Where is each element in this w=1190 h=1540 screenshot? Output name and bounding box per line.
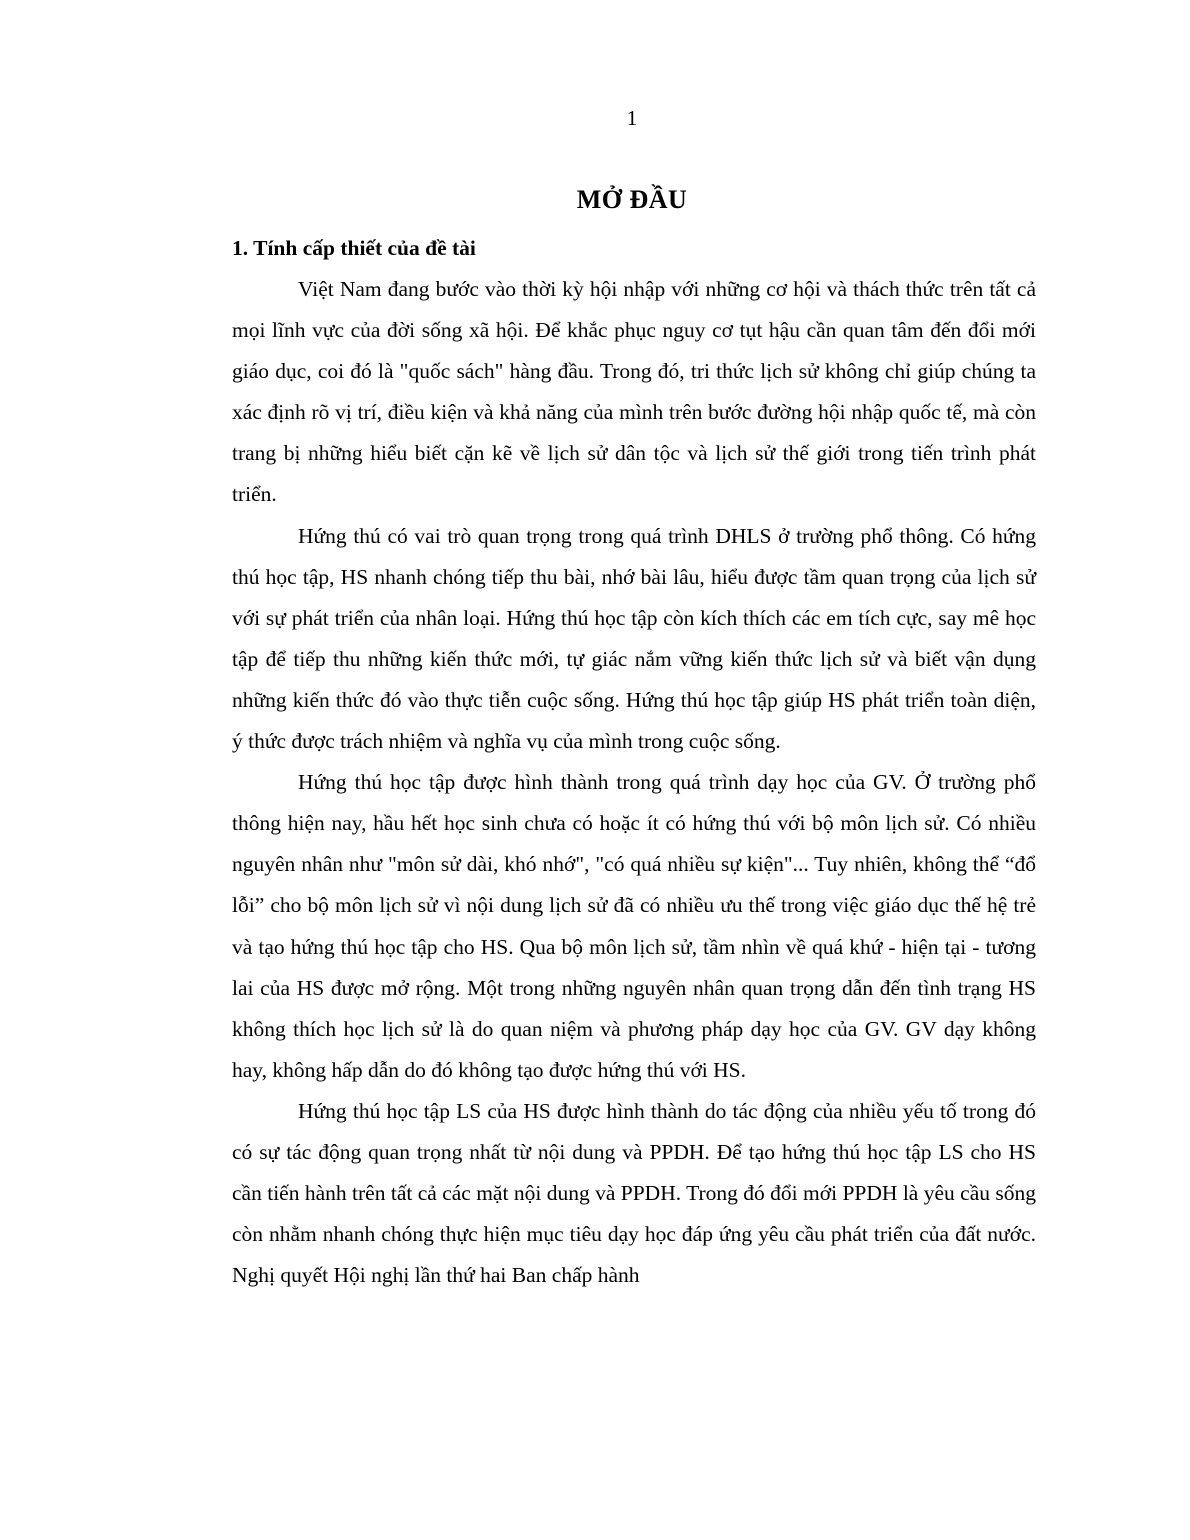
document-body (232, 228, 1036, 1296)
paragraph-1: Việt Nam đang bước vào thời kỳ hội nhập với những cơ hội và thách thức trên tất cả mọi lĩnh vực của đời sống xã hội. Để khắc phục nguy cơ tụt hậu cần quan tâm đến đổi mới giáo dục, coi đó là "quốc sách" hàng đầu. Trong đó, tri thức lịch sử không chỉ giúp chúng ta xác định rõ vị trí, điều kiện và khả năng của mình trên bước đường hội nhập quốc tế, mà còn trang bị những hiểu biết cặn kẽ về lịch sử dân tộc và lịch sử thế giới trong tiến trình phát triển. (232, 277, 1036, 507)
page-title: MỞ ĐẦU (576, 185, 688, 214)
page-number: 1 (626, 106, 638, 130)
paragraph-4: Hứng thú học tập LS của HS được hình thành do tác động của nhiều yếu tố trong đó có sự tác động quan trọng nhất từ nội dung và PPDH. Để tạo hứng thú học tập LS cho HS cần tiến hành trên tất cả các mặt nội dung và PPDH. Trong đó đổi mới PPDH là yêu cầu sống còn nhằm nhanh chóng thực hiện mục tiêu dạy học đáp ứng yêu cầu phát triển của đất nước. Nghị quyết Hội nghị lần thứ hai Ban chấp hành (232, 1098, 1036, 1288)
paragraph-3: Hứng thú học tập được hình thành trong quá trình dạy học của GV. Ở trường phổ thông hiện nay, hầu hết học sinh chưa có hoặc ít có hứng thú với bộ môn lịch sử. Có nhiều nguyên nhân như "môn sử dài, khó nhớ", "có quá nhiều sự kiện"... Tuy nhiên, không thể “đổ lỗi” cho bộ môn lịch sử vì nội dung lịch sử đã có nhiều ưu thế trong việc giáo dục thế hệ trẻ và tạo hứng thú học tập cho HS. Qua bộ môn lịch sử, tầm nhìn về quá khứ - hiện tại - tương lai của HS được mở rộng. Một trong những nguyên nhân quan trọng dẫn đến tình trạng HS không thích học lịch sử là do quan niệm và phương pháp dạy học của GV. GV dạy không hay, không hấp dẫn do đó không tạo được hứng thú với HS. (232, 770, 1036, 1082)
section-heading: 1. Tính cấp thiết của đề tài (232, 236, 476, 260)
paragraph-2: Hứng thú có vai trò quan trọng trong quá trình DHLS ở trường phổ thông. Có hứng thú học tập, HS nhanh chóng tiếp thu bài, nhớ bài lâu, hiểu được tầm quan trọng của lịch sử với sự phát triển của nhân loại. Hứng thú học tập còn kích thích các em tích cực, say mê học tập để tiếp thu những kiến thức mới, tự giác nắm vững kiến thức lịch sử và biết vận dụng những kiến thức đó vào thực tiễn cuộc sống. Hứng thú học tập giúp HS phát triển toàn diện, ý thức được trách nhiệm và nghĩa vụ của mình trong cuộc sống. (232, 523, 1036, 754)
